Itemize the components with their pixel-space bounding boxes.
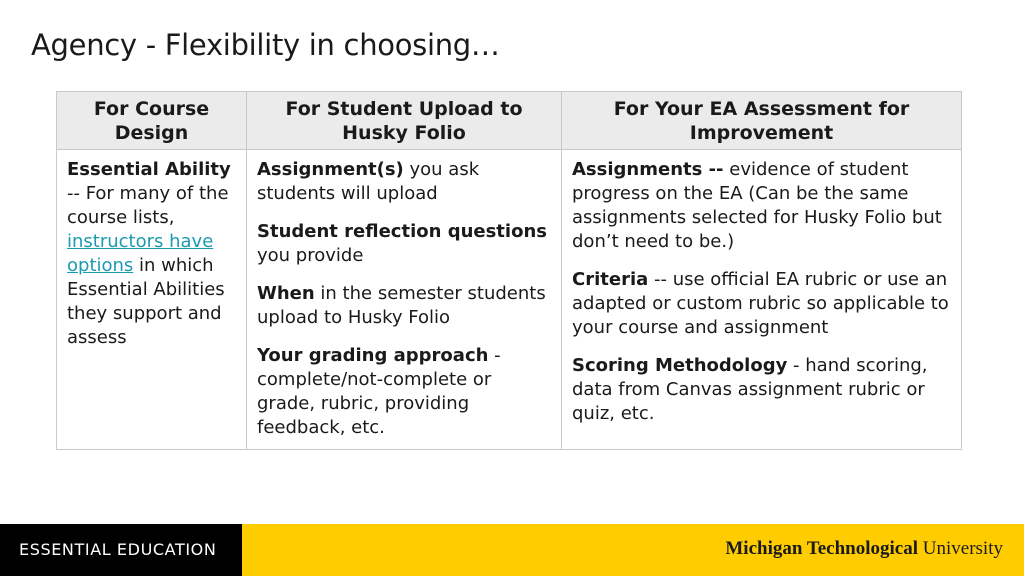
- list-item: [257, 344, 551, 440]
- list-item: [257, 282, 551, 330]
- cell-bold-text: Essential Ability: [67, 159, 231, 180]
- item-text: you ask students will upload: [257, 159, 480, 204]
- list-item: [572, 354, 951, 426]
- item-bold: Your grading approach: [257, 345, 489, 366]
- cell-text: in which Essential Abilities they support and assess: [67, 255, 225, 348]
- brand-light-text: University: [918, 538, 1003, 559]
- item-bold: Assignments --: [572, 159, 724, 180]
- cell-course-design: [57, 150, 247, 450]
- cell-ea-assessment: [562, 150, 962, 450]
- item-bold: Scoring Methodology: [572, 355, 788, 376]
- header-course-design: For Course Design: [57, 92, 247, 150]
- item-bold: Criteria: [572, 269, 649, 290]
- agency-table: [56, 91, 962, 450]
- item-bold: When: [257, 283, 315, 304]
- item-text: - hand scoring, data from Canvas assignment rubric or quiz, etc.: [572, 355, 928, 424]
- list-item: [572, 268, 951, 340]
- item-text: -- use official EA rubric or use an adapted or custom rubric so applicable to your course and assignment: [572, 269, 949, 338]
- university-logo: [725, 538, 1003, 560]
- footer-essential-education: ESSENTIAL EDUCATION: [0, 524, 242, 576]
- item-bold: Student reflection questions: [257, 221, 547, 242]
- header-student-upload: For Student Upload to Husky Folio: [247, 92, 562, 150]
- item-text: evidence of student progress on the EA (Can be the same assignments selected for Husky Folio but don’t need to be.): [572, 159, 942, 252]
- item-text: you provide: [257, 245, 364, 266]
- brand-strong-text: Michigan Technological: [725, 538, 919, 559]
- footer-bar: [0, 524, 1024, 576]
- slide-title: Agency - Flexibility in choosing…: [31, 28, 500, 62]
- cell-text: -- For many of the course lists,: [67, 183, 229, 228]
- table-row: [57, 150, 962, 450]
- table-header-row: [57, 92, 962, 150]
- item-bold: Assignment(s): [257, 159, 404, 180]
- item-text: - complete/not-complete or grade, rubric, providing feedback, etc.: [257, 345, 501, 438]
- header-ea-assessment: For Your EA Assessment for Improvement: [562, 92, 962, 150]
- list-item: [257, 220, 551, 268]
- list-item: [257, 158, 551, 206]
- instructors-options-link[interactable]: instructors have options: [67, 231, 214, 276]
- list-item: [572, 158, 951, 254]
- item-text: in the semester students upload to Husky Folio: [257, 283, 546, 328]
- cell-student-upload: [247, 150, 562, 450]
